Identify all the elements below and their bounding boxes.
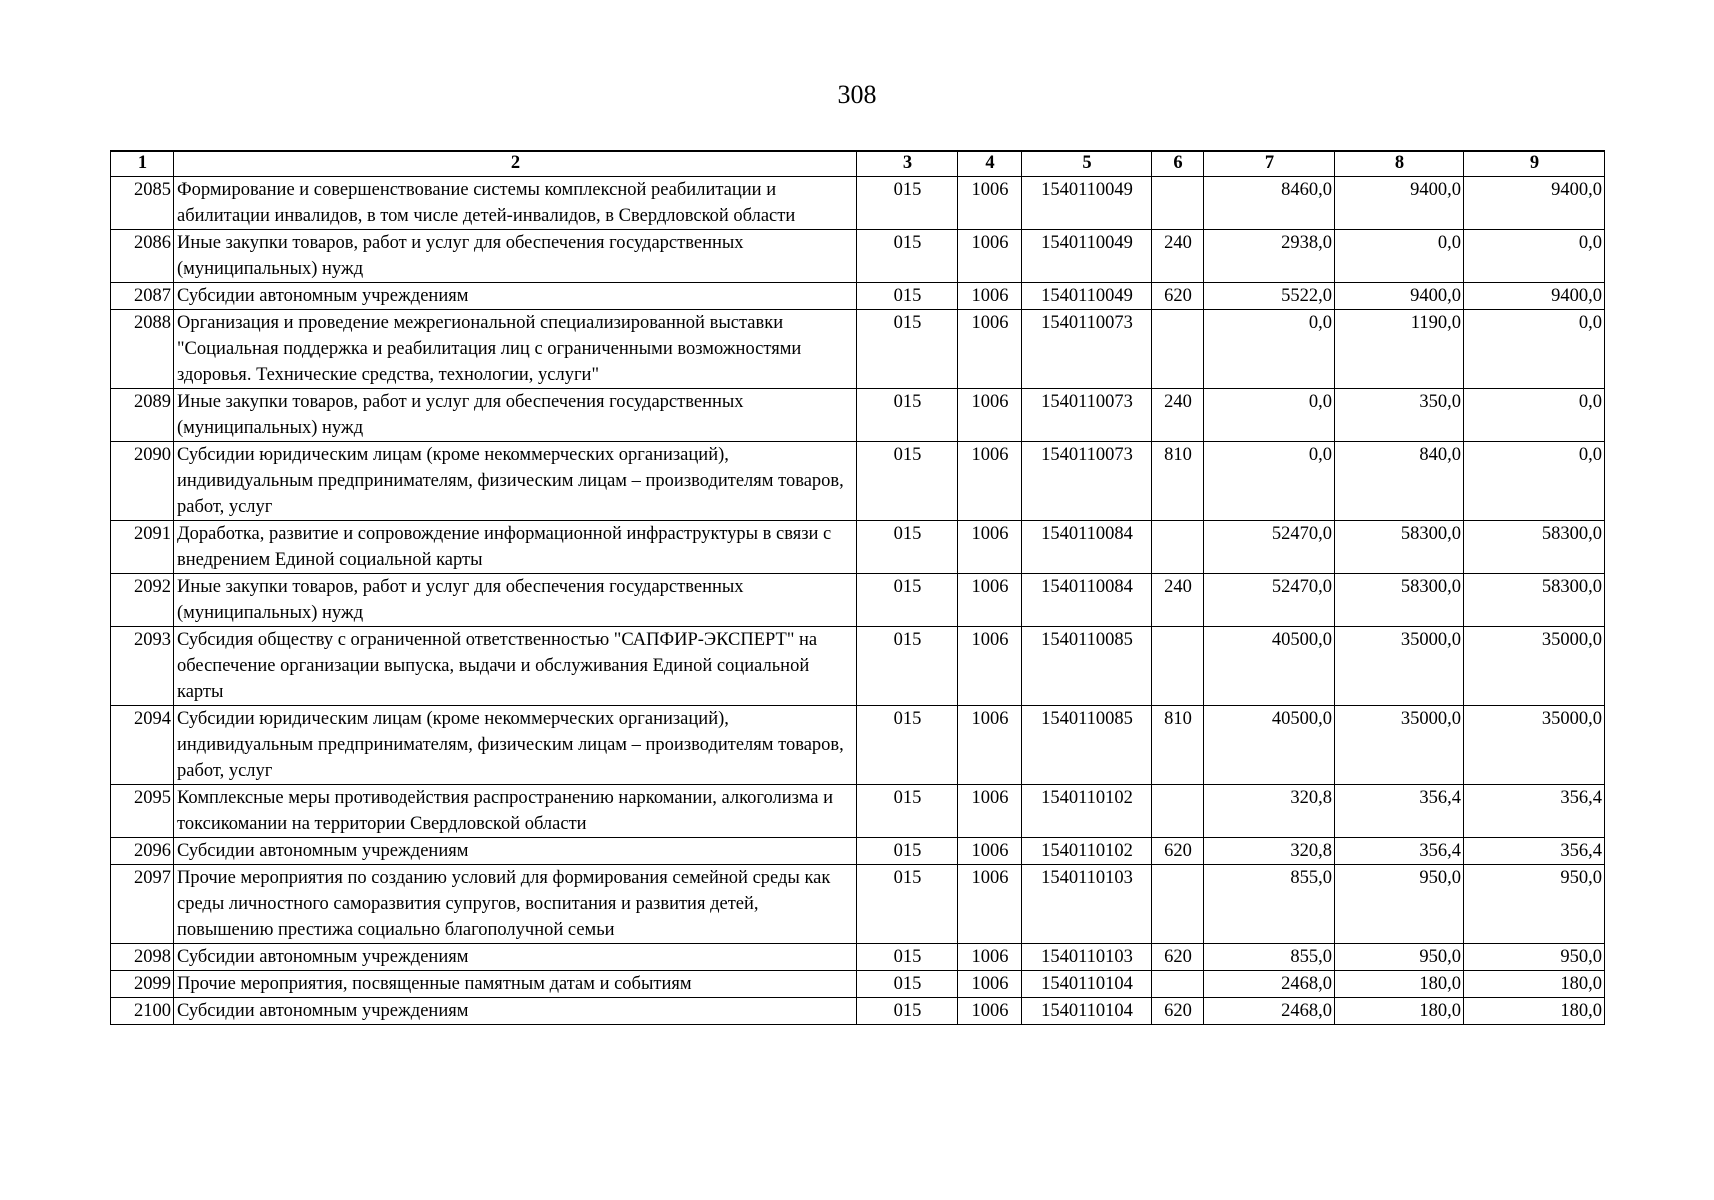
cell-col-8: 950,0 (1335, 865, 1464, 944)
cell-col-8: 180,0 (1335, 998, 1464, 1025)
cell-col-4: 1006 (958, 998, 1022, 1025)
cell-col-3: 015 (857, 971, 958, 998)
cell-col-5: 1540110073 (1022, 442, 1152, 521)
cell-col-9: 356,4 (1464, 785, 1605, 838)
cell-col-3: 015 (857, 230, 958, 283)
header-col-1: 1 (111, 151, 174, 177)
header-col-8: 8 (1335, 151, 1464, 177)
row-name: Субсидии юридическим лицам (кроме некоммерческих организаций), индивидуальным предпринимателям, физическим лицам – производителям товаров, работ, услуг (174, 706, 857, 785)
cell-col-5: 1540110049 (1022, 177, 1152, 230)
cell-col-5: 1540110073 (1022, 310, 1152, 389)
table-header-row (111, 151, 1605, 177)
cell-col-7: 0,0 (1204, 442, 1335, 521)
cell-col-9: 9400,0 (1464, 283, 1605, 310)
cell-col-5: 1540110084 (1022, 574, 1152, 627)
cell-col-5: 1540110085 (1022, 706, 1152, 785)
cell-col-7: 2938,0 (1204, 230, 1335, 283)
cell-col-7: 52470,0 (1204, 521, 1335, 574)
cell-col-9: 950,0 (1464, 865, 1605, 944)
row-number: 2095 (111, 785, 174, 838)
cell-col-3: 015 (857, 627, 958, 706)
cell-col-4: 1006 (958, 521, 1022, 574)
row-name: Иные закупки товаров, работ и услуг для обеспечения государственных (муниципальных) нужд (174, 230, 857, 283)
row-number: 2091 (111, 521, 174, 574)
cell-col-8: 180,0 (1335, 971, 1464, 998)
cell-col-5: 1540110102 (1022, 785, 1152, 838)
cell-col-3: 015 (857, 310, 958, 389)
cell-col-3: 015 (857, 283, 958, 310)
cell-col-8: 840,0 (1335, 442, 1464, 521)
row-number: 2087 (111, 283, 174, 310)
row-name: Иные закупки товаров, работ и услуг для обеспечения государственных (муниципальных) нужд (174, 574, 857, 627)
cell-col-7: 320,8 (1204, 785, 1335, 838)
cell-col-5: 1540110084 (1022, 521, 1152, 574)
cell-col-9: 180,0 (1464, 998, 1605, 1025)
cell-col-7: 40500,0 (1204, 706, 1335, 785)
header-col-4: 4 (958, 151, 1022, 177)
row-name: Субсидия обществу с ограниченной ответственностью "САПФИР-ЭКСПЕРТ" на обеспечение организации выпуска, выдачи и обслуживания Единой социальной карты (174, 627, 857, 706)
row-name: Комплексные меры противодействия распространению наркомании, алкоголизма и токсикомании на территории Свердловской области (174, 785, 857, 838)
cell-col-6: 810 (1152, 442, 1204, 521)
cell-col-3: 015 (857, 389, 958, 442)
cell-col-8: 35000,0 (1335, 706, 1464, 785)
cell-col-7: 40500,0 (1204, 627, 1335, 706)
cell-col-6: 240 (1152, 389, 1204, 442)
row-name: Прочие мероприятия, посвященные памятным датам и событиям (174, 971, 857, 998)
cell-col-8: 350,0 (1335, 389, 1464, 442)
row-name: Прочие мероприятия по созданию условий для формирования семейной среды как среды личностного саморазвития супругов, воспитания и развития детей, повышению престижа социально благополучной семьи (174, 865, 857, 944)
cell-col-8: 1190,0 (1335, 310, 1464, 389)
table-row (111, 944, 1605, 971)
cell-col-4: 1006 (958, 785, 1022, 838)
table-row (111, 785, 1605, 838)
header-col-7: 7 (1204, 151, 1335, 177)
row-number: 2088 (111, 310, 174, 389)
table-row (111, 706, 1605, 785)
table-row (111, 865, 1605, 944)
cell-col-9: 58300,0 (1464, 521, 1605, 574)
row-number: 2096 (111, 838, 174, 865)
row-name: Иные закупки товаров, работ и услуг для обеспечения государственных (муниципальных) нужд (174, 389, 857, 442)
cell-col-8: 0,0 (1335, 230, 1464, 283)
header-col-3: 3 (857, 151, 958, 177)
row-number: 2097 (111, 865, 174, 944)
cell-col-9: 0,0 (1464, 389, 1605, 442)
row-number: 2098 (111, 944, 174, 971)
cell-col-7: 0,0 (1204, 310, 1335, 389)
cell-col-6: 620 (1152, 944, 1204, 971)
row-name: Субсидии юридическим лицам (кроме некоммерческих организаций), индивидуальным предпринимателям, физическим лицам – производителям товаров, работ, услуг (174, 442, 857, 521)
cell-col-3: 015 (857, 998, 958, 1025)
header-col-2: 2 (174, 151, 857, 177)
cell-col-4: 1006 (958, 706, 1022, 785)
table-row (111, 574, 1605, 627)
cell-col-6 (1152, 177, 1204, 230)
cell-col-5: 1540110104 (1022, 971, 1152, 998)
table-row (111, 838, 1605, 865)
cell-col-4: 1006 (958, 389, 1022, 442)
cell-col-4: 1006 (958, 838, 1022, 865)
cell-col-5: 1540110049 (1022, 283, 1152, 310)
row-number: 2093 (111, 627, 174, 706)
cell-col-5: 1540110103 (1022, 865, 1152, 944)
cell-col-4: 1006 (958, 283, 1022, 310)
cell-col-9: 0,0 (1464, 310, 1605, 389)
cell-col-5: 1540110073 (1022, 389, 1152, 442)
cell-col-6 (1152, 971, 1204, 998)
table-row (111, 389, 1605, 442)
table-row (111, 230, 1605, 283)
cell-col-3: 015 (857, 521, 958, 574)
cell-col-6: 620 (1152, 838, 1204, 865)
cell-col-6 (1152, 785, 1204, 838)
table-row (111, 627, 1605, 706)
cell-col-4: 1006 (958, 971, 1022, 998)
cell-col-3: 015 (857, 944, 958, 971)
cell-col-7: 320,8 (1204, 838, 1335, 865)
cell-col-6 (1152, 627, 1204, 706)
row-number: 2099 (111, 971, 174, 998)
cell-col-4: 1006 (958, 574, 1022, 627)
cell-col-4: 1006 (958, 230, 1022, 283)
table-row (111, 442, 1605, 521)
row-name: Субсидии автономным учреждениям (174, 283, 857, 310)
row-number: 2090 (111, 442, 174, 521)
cell-col-6: 620 (1152, 998, 1204, 1025)
cell-col-5: 1540110085 (1022, 627, 1152, 706)
cell-col-7: 5522,0 (1204, 283, 1335, 310)
cell-col-7: 52470,0 (1204, 574, 1335, 627)
cell-col-4: 1006 (958, 944, 1022, 971)
budget-table (110, 150, 1605, 1025)
cell-col-8: 58300,0 (1335, 521, 1464, 574)
cell-col-7: 855,0 (1204, 865, 1335, 944)
cell-col-7: 855,0 (1204, 944, 1335, 971)
cell-col-6 (1152, 310, 1204, 389)
table-row (111, 283, 1605, 310)
cell-col-3: 015 (857, 706, 958, 785)
cell-col-5: 1540110104 (1022, 998, 1152, 1025)
cell-col-6: 620 (1152, 283, 1204, 310)
cell-col-8: 950,0 (1335, 944, 1464, 971)
cell-col-3: 015 (857, 785, 958, 838)
cell-col-6 (1152, 865, 1204, 944)
cell-col-8: 35000,0 (1335, 627, 1464, 706)
page-number: 308 (837, 80, 877, 109)
table-row (111, 310, 1605, 389)
cell-col-3: 015 (857, 442, 958, 521)
row-name: Организация и проведение межрегиональной специализированной выставки "Социальная поддержка и реабилитация лиц с ограниченными возможностями здоровья. Технические средства, технологии, услуги" (174, 310, 857, 389)
cell-col-9: 180,0 (1464, 971, 1605, 998)
cell-col-7: 8460,0 (1204, 177, 1335, 230)
cell-col-8: 356,4 (1335, 785, 1464, 838)
cell-col-9: 35000,0 (1464, 627, 1605, 706)
row-name: Формирование и совершенствование системы комплексной реабилитации и абилитации инвалидов, в том числе детей-инвалидов, в Свердловской области (174, 177, 857, 230)
row-number: 2085 (111, 177, 174, 230)
row-name: Субсидии автономным учреждениям (174, 998, 857, 1025)
cell-col-4: 1006 (958, 442, 1022, 521)
header-col-5: 5 (1022, 151, 1152, 177)
table-body (111, 177, 1605, 1025)
row-name: Субсидии автономным учреждениям (174, 838, 857, 865)
header-col-9: 9 (1464, 151, 1605, 177)
cell-col-8: 356,4 (1335, 838, 1464, 865)
cell-col-7: 2468,0 (1204, 971, 1335, 998)
cell-col-9: 58300,0 (1464, 574, 1605, 627)
cell-col-9: 0,0 (1464, 442, 1605, 521)
row-name: Доработка, развитие и сопровождение информационной инфраструктуры в связи с внедрением Единой социальной карты (174, 521, 857, 574)
cell-col-9: 35000,0 (1464, 706, 1605, 785)
table-row (111, 971, 1605, 998)
row-number: 2092 (111, 574, 174, 627)
cell-col-9: 9400,0 (1464, 177, 1605, 230)
cell-col-8: 58300,0 (1335, 574, 1464, 627)
cell-col-9: 950,0 (1464, 944, 1605, 971)
cell-col-3: 015 (857, 574, 958, 627)
cell-col-6: 810 (1152, 706, 1204, 785)
cell-col-6 (1152, 521, 1204, 574)
cell-col-4: 1006 (958, 627, 1022, 706)
cell-col-9: 356,4 (1464, 838, 1605, 865)
cell-col-4: 1006 (958, 865, 1022, 944)
cell-col-4: 1006 (958, 177, 1022, 230)
table-row (111, 177, 1605, 230)
cell-col-7: 2468,0 (1204, 998, 1335, 1025)
header-col-6: 6 (1152, 151, 1204, 177)
cell-col-7: 0,0 (1204, 389, 1335, 442)
cell-col-5: 1540110102 (1022, 838, 1152, 865)
cell-col-8: 9400,0 (1335, 177, 1464, 230)
cell-col-5: 1540110049 (1022, 230, 1152, 283)
cell-col-5: 1540110103 (1022, 944, 1152, 971)
cell-col-3: 015 (857, 865, 958, 944)
cell-col-8: 9400,0 (1335, 283, 1464, 310)
table-row (111, 998, 1605, 1025)
cell-col-3: 015 (857, 838, 958, 865)
row-name: Субсидии автономным учреждениям (174, 944, 857, 971)
cell-col-4: 1006 (958, 310, 1022, 389)
table-row (111, 521, 1605, 574)
row-number: 2086 (111, 230, 174, 283)
row-number: 2089 (111, 389, 174, 442)
row-number: 2100 (111, 998, 174, 1025)
row-number: 2094 (111, 706, 174, 785)
cell-col-3: 015 (857, 177, 958, 230)
cell-col-9: 0,0 (1464, 230, 1605, 283)
cell-col-6: 240 (1152, 230, 1204, 283)
cell-col-6: 240 (1152, 574, 1204, 627)
